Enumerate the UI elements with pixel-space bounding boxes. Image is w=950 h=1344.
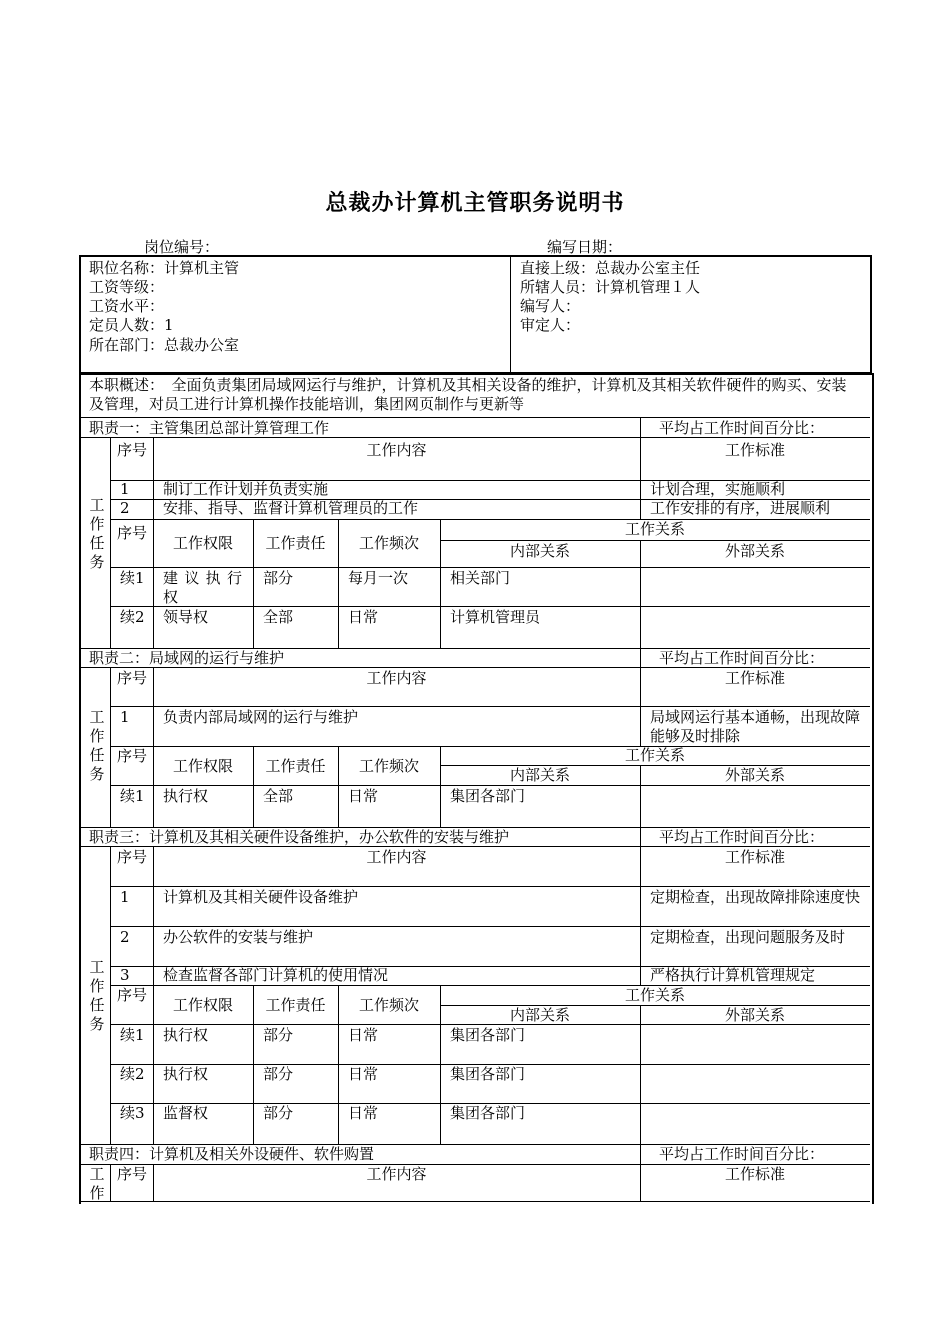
duty1-rel2-no: 续2 xyxy=(120,608,145,626)
duty2-rel1-frequency: 日常 xyxy=(348,787,379,805)
post-number-label: 岗位编号： xyxy=(144,238,220,256)
duty2-task1-content: 负责内部局域网的运行与维护 xyxy=(163,708,359,726)
info-superior: 直接上级：总裁办公室主任 xyxy=(520,259,701,277)
info-salary-grade: 工资等级： xyxy=(89,278,165,296)
duty1-rel2-frequency: 日常 xyxy=(348,608,379,626)
duty4-content-header: 工作内容 xyxy=(366,1165,427,1183)
duty1-task2-no: 2 xyxy=(120,499,130,517)
duty2-rel1-no: 续1 xyxy=(120,787,145,805)
duty1-pct-label: 平均占工作时间百分比： xyxy=(659,419,825,437)
duty3-side-label: 工作任务 xyxy=(89,958,105,1033)
duty3-responsibility-header: 工作责任 xyxy=(265,996,326,1014)
duty2-standard-header: 工作标准 xyxy=(724,669,785,687)
duty3-task3-no: 3 xyxy=(120,966,130,984)
duty1-rel2-authority: 领导权 xyxy=(163,608,209,626)
duty2-task1-no: 1 xyxy=(120,708,130,726)
duty2-authority-header: 工作权限 xyxy=(172,757,233,775)
duty1-rel1-responsibility: 部分 xyxy=(263,569,294,587)
duty3-task2-no: 2 xyxy=(120,928,130,946)
duty2-title: 职责二：局域网的运行与维护 xyxy=(89,649,285,667)
duty3-rel3-internal: 集团各部门 xyxy=(450,1104,526,1122)
duty4-pct-label: 平均占工作时间百分比： xyxy=(659,1145,825,1163)
duty2-internal-header: 内部关系 xyxy=(509,766,570,784)
duty4-title: 职责四：计算机及相关外设硬件、软件购置 xyxy=(89,1145,375,1163)
info-headcount: 定员人数：1 xyxy=(89,316,174,334)
duty1-task2-standard: 工作安排的有序，进展顺利 xyxy=(650,499,831,517)
duty3-task1-content: 计算机及其相关硬件设备维护 xyxy=(163,888,359,906)
duty3-task2-standard: 定期检查，出现问题服务及时 xyxy=(650,928,846,946)
duty1-internal-header: 内部关系 xyxy=(509,542,570,560)
duty2-rel1-internal: 集团各部门 xyxy=(450,787,526,805)
duty1-task2-content: 安排、指导、监督计算机管理员的工作 xyxy=(163,499,419,517)
duty2-external-header: 外部关系 xyxy=(724,766,785,784)
duty2-frequency-header: 工作频次 xyxy=(358,757,419,775)
duty3-external-header: 外部关系 xyxy=(724,1006,785,1024)
duty3-rel3-authority: 监督权 xyxy=(163,1104,209,1122)
duty2-task1-standard: 局域网运行基本通畅，出现故障能够及时排除 xyxy=(650,708,861,745)
duty3-rel1-responsibility: 部分 xyxy=(263,1026,294,1044)
duty3-rel2-frequency: 日常 xyxy=(348,1065,379,1083)
duty3-rel2-authority: 执行权 xyxy=(163,1065,209,1083)
duty1-task1-content: 制订工作计划并负责实施 xyxy=(163,480,329,498)
duty2-rel1-responsibility: 全部 xyxy=(263,787,294,805)
duty1-external-header: 外部关系 xyxy=(724,542,785,560)
duty3-task3-standard: 严格执行计算机管理规定 xyxy=(650,966,816,984)
duty1-responsibility-header: 工作责任 xyxy=(265,534,326,552)
duty4-side-label: 工作 xyxy=(89,1165,105,1202)
duty2-seq-header: 序号 xyxy=(116,669,147,687)
duty1-task1-no: 1 xyxy=(120,480,130,498)
duty1-side-label: 工作任务 xyxy=(89,496,105,571)
duty3-relation-header: 工作关系 xyxy=(624,986,685,1004)
duty3-title: 职责三：计算机及其相关硬件设备维护，办公软件的安装与维护 xyxy=(89,828,510,846)
duty3-rel1-internal: 集团各部门 xyxy=(450,1026,526,1044)
duty2-relation-header: 工作关系 xyxy=(624,746,685,764)
info-subordinates: 所辖人员：计算机管理１人 xyxy=(520,278,701,296)
duty3-task2-content: 办公软件的安装与维护 xyxy=(163,928,314,946)
duty3-frequency-header: 工作频次 xyxy=(358,996,419,1014)
duty3-rel3-no: 续3 xyxy=(120,1104,145,1122)
duty2-rel-seq-header: 序号 xyxy=(116,747,147,765)
duty3-rel-seq-header: 序号 xyxy=(116,986,147,1004)
duty1-seq-header: 序号 xyxy=(116,441,147,459)
duty2-pct-label: 平均占工作时间百分比： xyxy=(659,649,825,667)
info-writer: 编写人： xyxy=(520,297,581,315)
duty1-title: 职责一：主管集团总部计算管理工作 xyxy=(89,419,330,437)
duty1-rel1-no: 续1 xyxy=(120,569,145,587)
duty3-task1-standard: 定期检查，出现故障排除速度快 xyxy=(650,888,861,906)
job-overview: 本职概述： 全面负责集团局域网运行与维护，计算机及其相关设备的维护，计算机及其相关软件硬件的购买、安装及管理，对员工进行计算机操作技能培训，集团网页制作与更新等 xyxy=(89,376,847,413)
duty2-rel1-authority: 执行权 xyxy=(163,787,209,805)
duty1-content-header: 工作内容 xyxy=(366,441,427,459)
duty3-rel1-frequency: 日常 xyxy=(348,1026,379,1044)
duty1-rel-seq-header: 序号 xyxy=(116,524,147,542)
duty1-rel1-frequency: 每月一次 xyxy=(348,569,409,587)
duty1-rel2-internal: 计算机管理员 xyxy=(450,608,541,626)
duty3-internal-header: 内部关系 xyxy=(509,1006,570,1024)
duty3-rel1-no: 续1 xyxy=(120,1026,145,1044)
write-date-label: 编写日期： xyxy=(547,238,623,256)
duty1-frequency-header: 工作频次 xyxy=(358,534,419,552)
duty3-rel1-authority: 执行权 xyxy=(163,1026,209,1044)
duty3-seq-header: 序号 xyxy=(116,848,147,866)
duty3-rel2-internal: 集团各部门 xyxy=(450,1065,526,1083)
duty1-rel2-responsibility: 全部 xyxy=(263,608,294,626)
duty4-standard-header: 工作标准 xyxy=(724,1165,785,1183)
duty1-authority-header: 工作权限 xyxy=(172,534,233,552)
duty3-rel3-frequency: 日常 xyxy=(348,1104,379,1122)
info-divider xyxy=(510,257,511,372)
duty2-content-header: 工作内容 xyxy=(366,669,427,687)
duty3-standard-header: 工作标准 xyxy=(724,848,785,866)
document-title: 总裁办计算机主管职务说明书 xyxy=(325,191,625,216)
duty3-content-header: 工作内容 xyxy=(366,848,427,866)
duty2-responsibility-header: 工作责任 xyxy=(265,757,326,775)
info-department: 所在部门：总裁办公室 xyxy=(89,336,240,354)
duty3-rel3-responsibility: 部分 xyxy=(263,1104,294,1122)
duty3-task1-no: 1 xyxy=(120,888,130,906)
info-position-name: 职位名称：计算机主管 xyxy=(89,259,240,277)
duty3-rel2-no: 续2 xyxy=(120,1065,145,1083)
duty1-task1-standard: 计划合理，实施顺利 xyxy=(650,480,786,498)
duty3-rel2-responsibility: 部分 xyxy=(263,1065,294,1083)
duty3-pct-label: 平均占工作时间百分比： xyxy=(659,828,825,846)
duty4-seq-header: 序号 xyxy=(116,1165,147,1183)
duty2-side-label: 工作任务 xyxy=(89,708,105,783)
duty1-rel1-internal: 相关部门 xyxy=(450,569,511,587)
duty3-task3-content: 检查监督各部门计算机的使用情况 xyxy=(163,966,389,984)
info-approver: 审定人： xyxy=(520,316,581,334)
duty1-rel1-authority: 建议执行权 xyxy=(163,569,247,606)
duty1-relation-header: 工作关系 xyxy=(624,520,685,538)
duty3-authority-header: 工作权限 xyxy=(172,996,233,1014)
duty1-standard-header: 工作标准 xyxy=(724,441,785,459)
info-salary-level: 工资水平： xyxy=(89,297,165,315)
